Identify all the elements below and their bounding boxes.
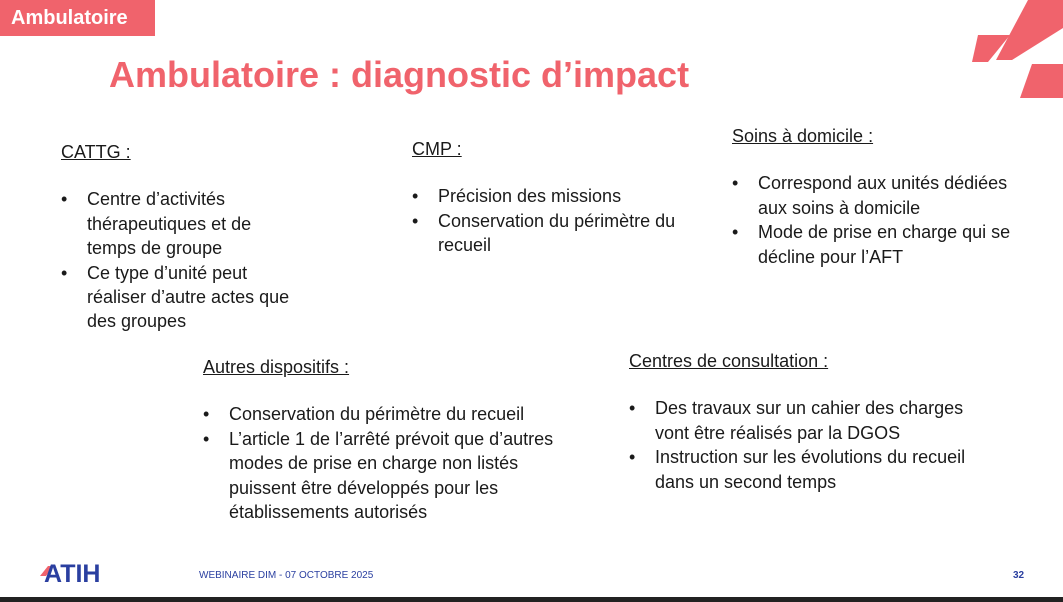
soins-heading: Soins à domicile : [732, 126, 874, 146]
centres-block [629, 349, 969, 494]
centres-list [629, 396, 969, 494]
soins-list [732, 171, 1032, 269]
cmp-list [412, 184, 712, 257]
soins-block [732, 124, 1032, 269]
footer-text: WEBINAIRE DIM - 07 OCTOBRE 2025 [199, 570, 374, 581]
cmp-heading: CMP : [412, 139, 462, 159]
list-item: • Instruction sur les évolutions du recueil dans un second temps [629, 445, 969, 494]
cattg-list [61, 187, 301, 333]
bottom-bar [0, 597, 1063, 602]
list-item: • Conservation du périmètre du recueil [412, 209, 712, 258]
list-item: • Mode de prise en charge qui se décline pour l’AFT [732, 220, 1032, 269]
centres-heading: Centres de consultation : [629, 351, 829, 371]
cattg-heading: CATTG : [61, 142, 131, 162]
section-tag: Ambulatoire [0, 0, 155, 36]
list-item: • L’article 1 de l’arrêté prévoit que d’autres modes de prise en charge non listés puissent être développés pour les établissements autorisés [203, 427, 563, 525]
list-item: • Conservation du périmètre du recueil [203, 402, 563, 426]
list-item: • Précision des missions [412, 184, 712, 208]
list-item: • Ce type d’unité peut réaliser d’autre actes que des groupes [61, 261, 301, 334]
autres-heading: Autres dispositifs : [203, 357, 350, 377]
cattg-block [61, 140, 301, 334]
autres-block [203, 355, 563, 524]
logo-text: ATIH [44, 560, 101, 584]
cmp-block [412, 137, 712, 258]
decorative-shapes [960, 0, 1063, 100]
autres-list [203, 402, 563, 524]
page-title: Ambulatoire : diagnostic d’impact [109, 54, 690, 95]
list-item: • Centre d’activités thérapeutiques et de temps de groupe [61, 187, 301, 260]
page-number: 32 [1013, 570, 1025, 581]
atih-logo [40, 560, 125, 584]
list-item: • Des travaux sur un cahier des charges vont être réalisés par la DGOS [629, 396, 969, 445]
list-item: • Correspond aux unités dédiées aux soins à domicile [732, 171, 1032, 220]
